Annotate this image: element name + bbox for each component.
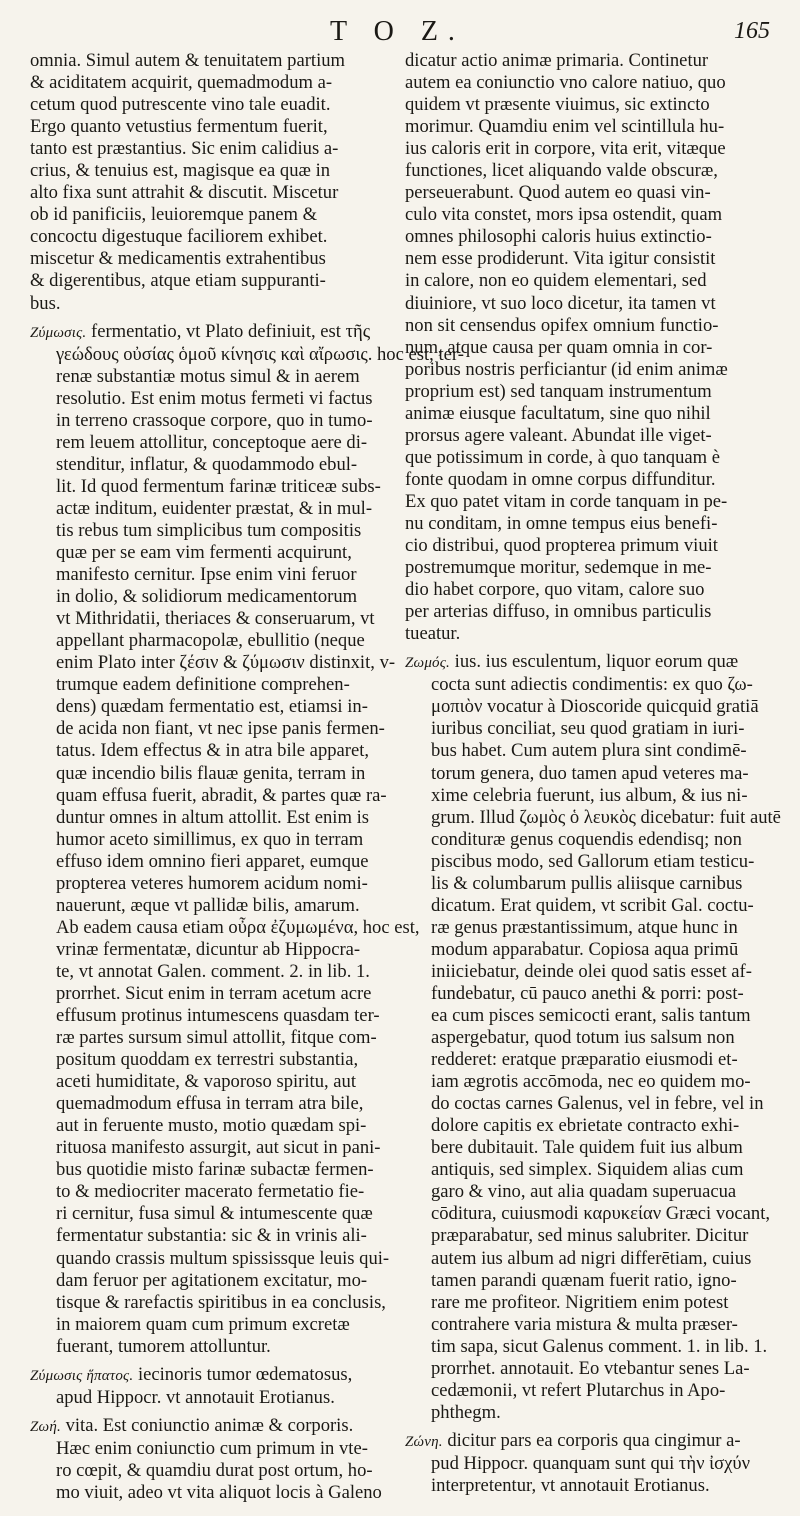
text-line: vrinæ fermentatæ, dicuntur ab Hippocra- bbox=[56, 938, 361, 960]
text-line: fonte quodam in omne corpus diffunditur. bbox=[405, 468, 716, 490]
text-line: iuribus conciliat, seu quod gratiam in iuri- bbox=[431, 718, 745, 740]
text-line: bus habet. Cum autem plura sint condimē- bbox=[431, 740, 747, 762]
text-line: appellant pharmacopolæ, ebullitio (neque bbox=[56, 630, 365, 652]
entry-text: dicitur pars ea corporis qua cingimur a- bbox=[447, 1429, 741, 1451]
text-line: ræ genus præstantissimum, atque hunc in bbox=[431, 916, 738, 938]
text-line: ea cum pisces semicocti erant, salis tantum bbox=[431, 1005, 751, 1027]
text-line bbox=[30, 321, 400, 344]
text-line: proprium est) sed tanquam instrumentum bbox=[405, 380, 712, 402]
entry-lemma: Ζύμωσις. bbox=[30, 324, 87, 341]
text-line: prorrhet. Sicut enim in terram acetum acre bbox=[56, 982, 372, 1004]
text-line: garo & vino, aut alia quadam superuacua bbox=[431, 1181, 737, 1203]
page-number: 165 bbox=[734, 18, 770, 44]
dictionary-entry bbox=[30, 1364, 400, 1409]
text-line: que potissimum in corde, à quo tanquam è bbox=[405, 446, 720, 468]
text-line: torum genera, duo tamen apud veteres ma- bbox=[431, 762, 749, 784]
dictionary-entry bbox=[30, 1415, 400, 1504]
text-line: dio habet corpore, quo vitam, calore suo bbox=[405, 579, 705, 601]
text-line: num, atque causa per quam omnia in cor- bbox=[405, 336, 713, 358]
text-line: tueatur. bbox=[405, 623, 461, 645]
text-line: pud Hippocr. quanquam sunt qui τὴν ἰσχύν bbox=[431, 1452, 751, 1474]
text-line: tanto est præstantius. Sic enim calidius a- bbox=[30, 138, 339, 160]
text-line: functiones, licet aliquando valde obscuræ, bbox=[405, 160, 718, 182]
text-line: tamen parandi quænam fuerit ratio, igno- bbox=[431, 1269, 737, 1291]
text-line: nu conditam, in omne tempus eius benefi- bbox=[405, 512, 718, 534]
text-line: mo viuit, adeo vt vita aliquot locis à Galeno bbox=[56, 1482, 382, 1503]
text-line: humor aceto simillimus, ex quo in terram bbox=[56, 828, 364, 850]
text-line bbox=[30, 1364, 400, 1387]
text-line: in maiorem quam cum primum excretæ bbox=[56, 1313, 350, 1335]
text-line: culo vita constet, mors ipsa ostendit, quam bbox=[405, 204, 723, 226]
dictionary-entry bbox=[405, 651, 781, 1424]
text-line: & digerentibus, atque etiam suppuranti- bbox=[30, 270, 326, 292]
text-line: contrahere varia mistura & multa præser- bbox=[431, 1313, 738, 1335]
running-header bbox=[0, 10, 800, 50]
entry-lemma: Ζωή. bbox=[30, 1418, 61, 1435]
text-line: ius caloris erit in corpore, vita erit, vitæque bbox=[405, 138, 726, 160]
text-line: Ab eadem causa etiam οὖρα ἐζυμωμένα, hoc est, bbox=[56, 916, 420, 938]
text-line: te, vt annotat Galen. comment. 2. in lib. 1. bbox=[56, 960, 370, 982]
text-line: non sit censendus opifex omnium functio- bbox=[405, 314, 719, 336]
text-line: interpretentur, vt annotauit Erotianus. bbox=[431, 1475, 710, 1496]
running-headword: T O Z. bbox=[330, 16, 465, 47]
text-line: cedæmonii, vt refert Plutarchus in Apo- bbox=[431, 1379, 726, 1401]
text-line: in terreno crassoque corpore, quo in tumo- bbox=[56, 409, 373, 431]
text-line: nem esse prodiderunt. Vita igitur consistit bbox=[405, 248, 716, 270]
text-line bbox=[405, 651, 775, 674]
text-line: manifesto cernitur. Ipse enim vini feruor bbox=[56, 564, 357, 586]
text-line: quidem vt præsente viuimus, sic extincto bbox=[405, 94, 710, 116]
text-line: apud Hippocr. vt annotauit Erotianus. bbox=[56, 1386, 335, 1408]
text-line: cocta sunt adiectis condimentis: ex quo ζω- bbox=[431, 674, 753, 696]
text-line: rituosa manifesto assurgit, aut sicut in pani- bbox=[56, 1137, 381, 1159]
text-line: præparabatur, sed minus salubriter. Dicitur bbox=[431, 1225, 749, 1247]
text-line bbox=[405, 1430, 775, 1453]
text-line: lit. Id quod fermentum farinæ triticeæ subs- bbox=[56, 475, 381, 497]
text-line: cōditura, cuiusmodi καρυκείαν Græci vocant, bbox=[431, 1203, 771, 1225]
text-line: Ex quo patet vitam in corde tanquam in pe- bbox=[405, 490, 728, 512]
text-line: fundebatur, cū pauco anethi & porri: post- bbox=[431, 982, 744, 1004]
text-line: iam ægrotis accōmoda, nec eo quidem mo- bbox=[431, 1071, 751, 1093]
text-line: positum quoddam ex terrestri substantia, bbox=[56, 1049, 359, 1071]
text-line: rem leuem attollitur, conceptoque aere di- bbox=[56, 431, 368, 453]
text-line: quemadmodum effusa in terram atra bile, bbox=[56, 1093, 364, 1115]
text-line: fermentatur substantia: sic & in vrinis ali- bbox=[56, 1225, 367, 1247]
text-line: aut in feruente musto, motio quædam spi- bbox=[56, 1115, 367, 1137]
text-line: in dolio, & solidiorum medicamentorum bbox=[56, 586, 358, 608]
text-line: ob id panificiis, leuioremque panem & bbox=[30, 204, 318, 226]
text-line: quæ per se eam vim fermenti acquirunt, bbox=[56, 542, 352, 564]
text-line: γεώδους οὐσίας ὁμοῦ κίνησις καὶ αἴρωσις. hoc est, ter- bbox=[56, 343, 464, 365]
text-line: bus quotidie misto farinæ subactæ fermen- bbox=[56, 1159, 374, 1181]
text-line: grum. Illud ζωμὸς ὁ λευκὸς dicebatur: fuit autē bbox=[431, 806, 781, 828]
text-line: de acida non fiant, vt nec ipse panis fermen- bbox=[56, 718, 385, 740]
text-line: redderet: eratque præparatio eiusmodi et- bbox=[431, 1049, 738, 1071]
text-line: effusum protinus intumescens quasdam ter- bbox=[56, 1005, 380, 1027]
text-line: autem ea coniunctio vno calore natiuo, quo bbox=[405, 72, 726, 94]
text-line: in calore, non eo quidem elementari, sed bbox=[405, 270, 707, 292]
text-line: cetum quod putrescente vino tale euadit. bbox=[30, 94, 331, 116]
text-line: prorrhet. annotauit. Eo vtebantur senes La- bbox=[431, 1357, 750, 1379]
text-line: fuerant, tumorem attolluntur. bbox=[56, 1335, 271, 1357]
entry-continuation bbox=[30, 50, 400, 315]
text-line: bus. bbox=[30, 292, 61, 314]
text-line: dens) quædam fermentatio est, etiamsi in- bbox=[56, 696, 368, 718]
text-line: quam effusa fuerit, abradit, & partes quæ ra- bbox=[56, 784, 387, 806]
text-line: prorsus agere valeant. Abundat ille viget- bbox=[405, 424, 712, 446]
entry-text: vita. Est coniunctio animæ & corporis. bbox=[65, 1414, 354, 1436]
text-line: alto fixa sunt attrahit & discutit. Miscetur bbox=[30, 182, 339, 204]
text-line: miscetur & medicamentis extrahentibus bbox=[30, 248, 326, 270]
text-line: ro cœpit, & quamdiu durat post ortum, ho- bbox=[56, 1459, 373, 1481]
text-line: lis & columbarum pullis aliisque carnibus bbox=[431, 872, 743, 894]
text-line: dolore capitis ex ebrietate contracto exhi- bbox=[431, 1115, 740, 1137]
text-line: & aciditatem acquirit, quemadmodum a- bbox=[30, 72, 333, 94]
text-line: ræ partes sursum simul attollit, fitque com- bbox=[56, 1027, 377, 1049]
text-line: vt Mithridatii, theriaces & conseruarum, vt bbox=[56, 608, 375, 630]
text-line: to & mediocriter macerato fermetatio fie- bbox=[56, 1181, 365, 1203]
text-line bbox=[30, 1415, 400, 1438]
text-line: aspergebatur, quod totum ius salsum non bbox=[431, 1027, 735, 1049]
text-line: autem ius album ad nigri differētiam, cuius bbox=[431, 1247, 752, 1269]
text-line: animæ eiusque facultatum, sine quo nihil bbox=[405, 402, 711, 424]
entry-lemma: Ζώνη. bbox=[405, 1433, 443, 1450]
text-line: diuiniore, vt suo loco dicetur, ita tamen vt bbox=[405, 292, 716, 314]
text-line: trumque eadem definitione comprehen- bbox=[56, 674, 350, 696]
text-line: ri cernitur, fusa simul & intumescente quæ bbox=[56, 1203, 373, 1225]
text-line: propterea veteres humorem acidum nomi- bbox=[56, 872, 368, 894]
text-line: tisque & rarefactis spiritibus in ea conclusis, bbox=[56, 1291, 386, 1313]
entry-text: fermentatio, vt Plato definiuit, est τῆς bbox=[91, 320, 371, 342]
text-line: antiquis, sed simplex. Siquidem alias cum bbox=[431, 1159, 744, 1181]
text-line: dam feruor per agitationem excitatur, mo- bbox=[56, 1269, 368, 1291]
text-line: modum apparabatur. Copiosa aqua primū bbox=[431, 938, 739, 960]
text-line: tis rebus tum simplicibus tum compositis bbox=[56, 519, 362, 541]
entry-lemma: Ζύμωσις ἥπατος. bbox=[30, 1367, 134, 1384]
text-line: per arterias diffuso, in omnibus particulis bbox=[405, 601, 712, 623]
text-line: effuso idem omnino fieri apparet, eumque bbox=[56, 850, 369, 872]
text-line: tatus. Idem effectus & in atra bile apparet, bbox=[56, 740, 370, 762]
text-line: Ergo quanto vetustius fermentum fuerit, bbox=[30, 116, 328, 138]
text-line: cio distribui, quod propterea primum viuit bbox=[405, 535, 718, 557]
text-line: do coctas carnes Galenus, vel in febre, vel in bbox=[431, 1093, 764, 1115]
text-line: perseuerabunt. Quod autem eo quasi vin- bbox=[405, 182, 711, 204]
text-line: rare me profiteor. Nigritiem enim potest bbox=[431, 1291, 729, 1313]
text-line: quando crassis multum spississque leuis qui- bbox=[56, 1247, 390, 1269]
text-line: phthegm. bbox=[431, 1401, 501, 1423]
text-line: bere dubitauit. Tale quidem fuit ius album bbox=[431, 1137, 743, 1159]
text-line: quæ incendio bilis flauæ genita, terram in bbox=[56, 762, 366, 784]
text-line: postremumque moritur, sedemque in me- bbox=[405, 557, 712, 579]
entry-lemma: Ζωμός. bbox=[405, 655, 450, 672]
text-line: crius, & tenuius est, magisque ea quæ in bbox=[30, 160, 331, 182]
text-line: xime celebria fuerunt, ius album, & ius ni- bbox=[431, 784, 748, 806]
text-line: aceti humiditate, & vaporoso spiritu, aut bbox=[56, 1071, 357, 1093]
text-line: stenditur, inflatur, & quodammodo ebul- bbox=[56, 453, 358, 475]
text-line: dicatum. Erat quidem, vt scribit Gal. coctu- bbox=[431, 894, 754, 916]
right-column bbox=[405, 50, 781, 1497]
text-line: condituræ genus coquendis edendisq; non bbox=[431, 828, 742, 850]
text-line: concoctu digestuque faciliorem exhibet. bbox=[30, 226, 328, 248]
text-line: omnia. Simul autem & tenuitatem partium bbox=[30, 50, 346, 71]
text-line: morimur. Quamdiu enim vel scintillula hu- bbox=[405, 116, 725, 138]
text-line: iniiciebatur, deinde olei quod satis esset af- bbox=[431, 960, 752, 982]
text-line: poribus nostris perficiantur (id enim animæ bbox=[405, 358, 728, 380]
text-line: piscibus modo, sed Gallorum etiam testicu- bbox=[431, 850, 755, 872]
text-line: resolutio. Est enim motus fermeti vi factus bbox=[56, 387, 373, 409]
entry-continuation bbox=[405, 50, 775, 645]
entry-text: ius. ius esculentum, liquor eorum quæ bbox=[454, 651, 739, 673]
text-line: duntur omnes in altum attollit. Est enim is bbox=[56, 806, 369, 828]
text-line: Hæc enim coniunctio cum primum in vte- bbox=[56, 1437, 368, 1459]
text-line: dicatur actio animæ primaria. Continetur bbox=[405, 50, 709, 71]
text-line: nauerunt, æque vt pallidæ bilis, amarum. bbox=[56, 894, 360, 916]
text-line: actæ inditum, euidenter præstat, & in mul- bbox=[56, 497, 373, 519]
text-line: tim sapa, sicut Galenus comment. 1. in lib. 1. bbox=[431, 1335, 768, 1357]
text-line: μοπιὸν vocatur à Dioscoride quicquid gratiā bbox=[431, 696, 759, 718]
text-line: enim Plato inter ζέσιν & ζύμωσιν distinxit, v- bbox=[56, 652, 396, 674]
dictionary-entry bbox=[405, 1430, 775, 1497]
text-line: renæ substantiæ motus simul & in aerem bbox=[56, 365, 360, 387]
text-line: omnes philosophi caloris huius extinctio- bbox=[405, 226, 712, 248]
entry-text: iecinoris tumor œdematosus, bbox=[137, 1363, 353, 1385]
